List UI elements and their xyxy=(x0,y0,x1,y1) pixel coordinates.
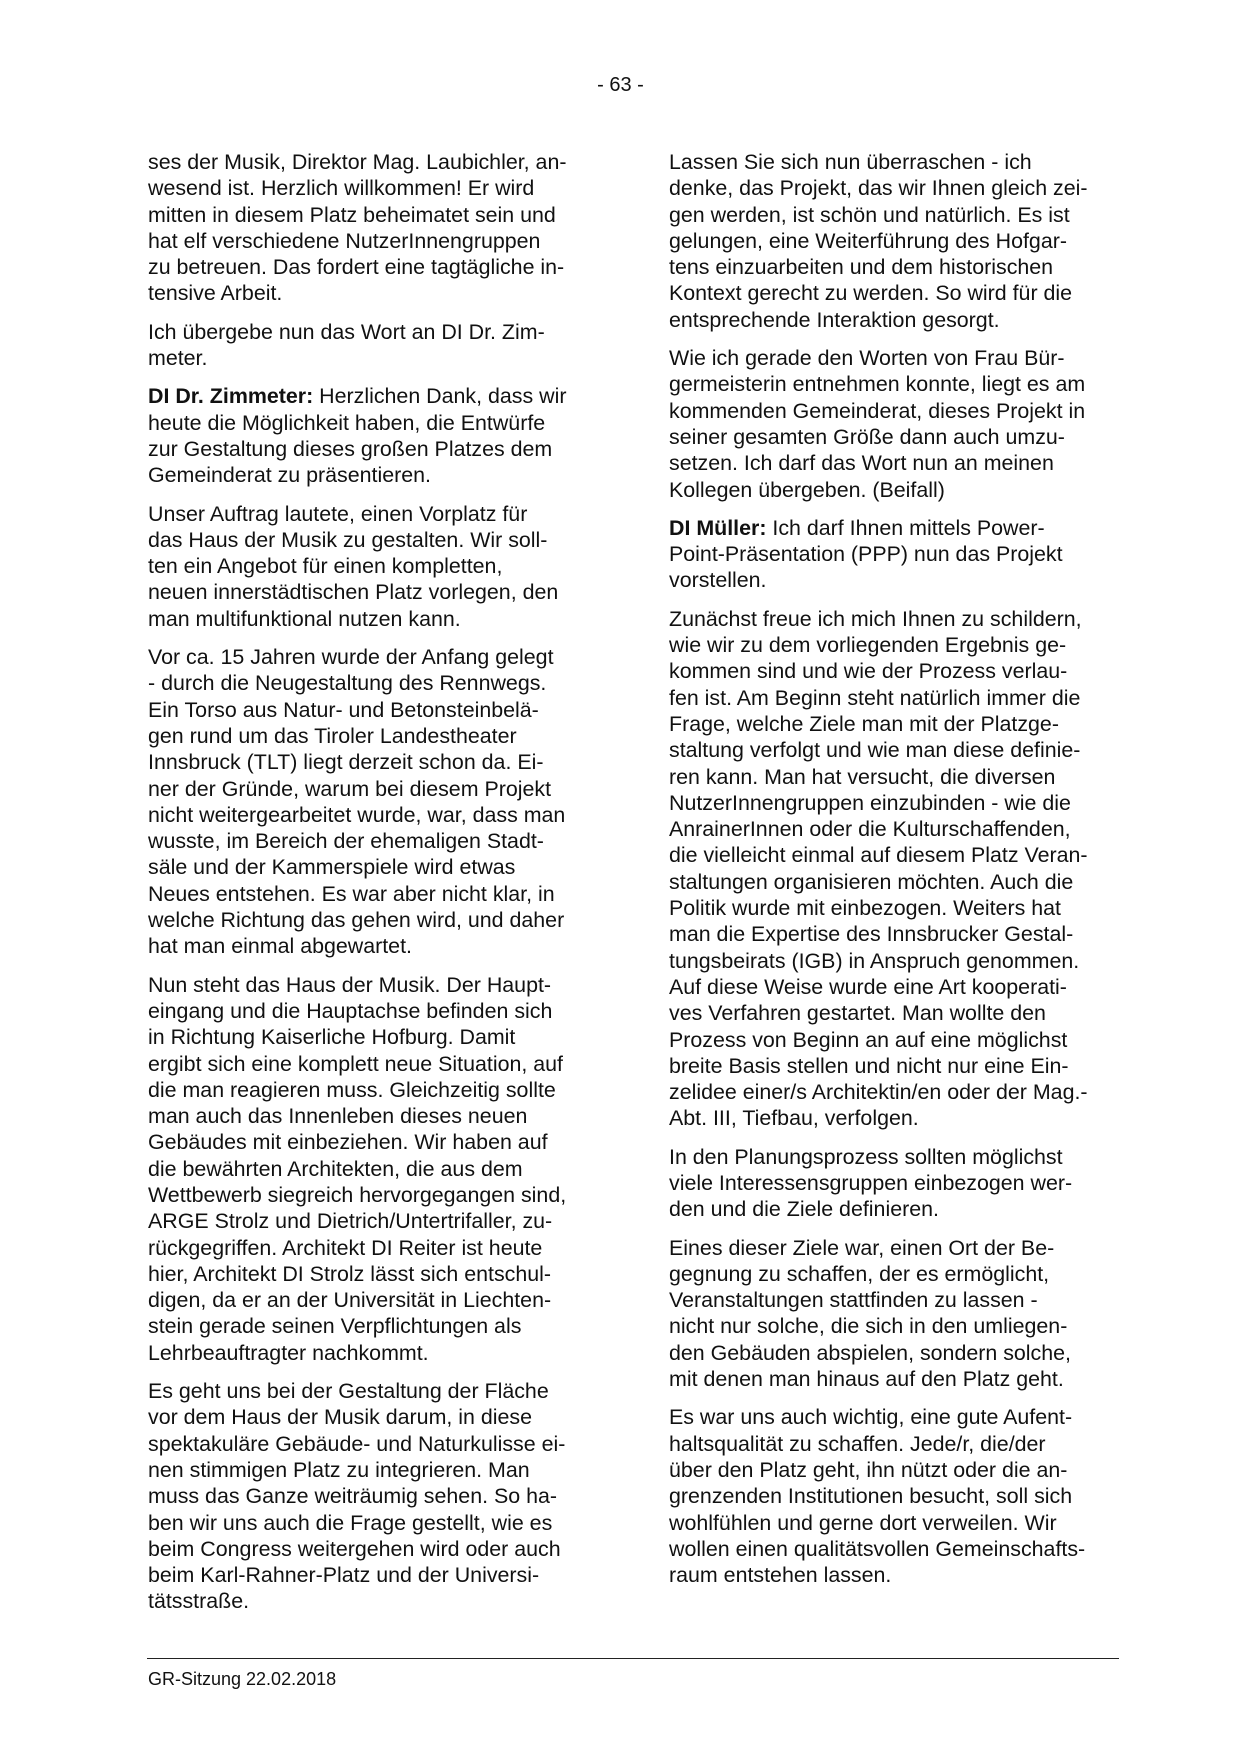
text-line: ren kann. Man hat versucht, die diversen xyxy=(669,764,1056,789)
speaker-name: DI Dr. Zimmeter: xyxy=(148,384,314,409)
text-line: ergibt sich eine komplett neue Situation, auf xyxy=(148,1051,563,1076)
text-line: stein gerade seinen Verpflichtungen als xyxy=(148,1314,522,1339)
text-line: den und die Ziele definieren. xyxy=(669,1197,939,1222)
text-line: tensive Arbeit. xyxy=(148,281,283,306)
text-line: Eines dieser Ziele war, einen Ort der Be- xyxy=(669,1235,1055,1260)
text-line: Unser Auftrag lautete, einen Vorplatz für xyxy=(148,501,528,526)
text-line: Politik wurde mit einbezogen. Weiters hat xyxy=(669,896,1061,921)
text-line: tätsstraße. xyxy=(148,1589,250,1614)
paragraph xyxy=(148,319,600,372)
text-line: wollen einen qualitätsvollen Gemeinschafts- xyxy=(669,1536,1086,1561)
text-line: Neues entstehen. Es war aber nicht klar, in xyxy=(148,881,555,906)
text-line: zu betreuen. Das fordert eine tagtägliche in- xyxy=(148,255,565,280)
paragraph xyxy=(148,501,600,632)
text-line: staltungen organisieren möchten. Auch die xyxy=(669,869,1074,894)
text-line: viele Interessensgruppen einbezogen wer- xyxy=(669,1170,1073,1195)
text-line: Auf diese Weise wurde eine Art kooperati- xyxy=(669,974,1067,999)
text-line: gegnung zu schaffen, der es ermöglicht, xyxy=(669,1261,1050,1286)
text-line: Zunächst freue ich mich Ihnen zu schildern, xyxy=(669,606,1082,631)
text-line: ves Verfahren gestartet. Man wollte den xyxy=(669,1001,1046,1026)
text-line: Es geht uns bei der Gestaltung der Fläche xyxy=(148,1379,549,1404)
text-line: wohlfühlen und gerne dort verweilen. Wir xyxy=(669,1510,1057,1535)
paragraph xyxy=(148,972,600,1366)
paragraph xyxy=(669,1235,1121,1393)
text-line: wie wir zu dem vorliegenden Ergebnis ge- xyxy=(669,633,1067,658)
text-line: setzen. Ich darf das Wort nun an meinen xyxy=(669,451,1054,476)
text-line: die man reagieren muss. Gleichzeitig sollte xyxy=(148,1077,556,1102)
paragraph xyxy=(669,1144,1121,1223)
text-line xyxy=(148,383,600,409)
text-line: zur Gestaltung dieses großen Platzes dem xyxy=(148,436,553,461)
paragraph xyxy=(148,644,600,960)
text-line: ses der Musik, Direktor Mag. Laubichler, an- xyxy=(148,150,567,174)
text-line: Ich übergebe nun das Wort an DI Dr. Zim- xyxy=(148,319,545,344)
text-line: kommenden Gemeinderat, dieses Projekt in xyxy=(669,398,1086,423)
text-line xyxy=(669,515,1121,541)
text-line: spektakuläre Gebäude- und Naturkulisse ei- xyxy=(148,1431,566,1456)
text-line: in Richtung Kaiserliche Hofburg. Damit xyxy=(148,1025,516,1050)
text-line: hat elf verschiedene NutzerInnengruppen xyxy=(148,228,541,253)
text-line: Lassen Sie sich nun überraschen - ich xyxy=(669,150,1032,174)
paragraph xyxy=(148,383,600,488)
speech-text: Ich darf Ihnen mittels Power- xyxy=(766,515,1045,540)
text-line: heute die Möglichkeit haben, die Entwürfe xyxy=(148,410,546,435)
text-line: kommen sind und wie der Prozess verlau- xyxy=(669,659,1068,684)
text-line: grenzenden Institutionen besucht, soll sich xyxy=(669,1484,1073,1509)
text-line: gen werden, ist schön und natürlich. Es ist xyxy=(669,202,1070,227)
text-line: eingang und die Hauptachse befinden sich xyxy=(148,998,553,1023)
text-line: Veranstaltungen stattfinden zu lassen - xyxy=(669,1288,1038,1313)
text-line: Gemeinderat zu präsentieren. xyxy=(148,463,431,488)
text-line: digen, da er an der Universität in Liechten- xyxy=(148,1288,552,1313)
text-line: wusste, im Bereich der ehemaligen Stadt- xyxy=(148,829,544,854)
text-line: tungsbeirats (IGB) in Anspruch genommen. xyxy=(669,948,1080,973)
text-line: man die Expertise des Innsbrucker Gestal- xyxy=(669,922,1074,947)
text-line: - durch die Neugestaltung des Rennwegs. xyxy=(148,671,547,696)
text-line: Kontext gerecht zu werden. So wird für die xyxy=(669,281,1073,306)
text-line: AnrainerInnen oder die Kulturschaffenden, xyxy=(669,817,1071,842)
speech-text: Herzlichen Dank, dass wir xyxy=(313,384,567,409)
text-line: muss das Ganze weiträumig sehen. So ha- xyxy=(148,1484,558,1509)
text-line: fen ist. Am Beginn steht natürlich immer die xyxy=(669,685,1081,710)
text-line: tens einzuarbeiten und dem historischen xyxy=(669,255,1054,280)
text-line: hier, Architekt DI Strolz lässt sich entschul- xyxy=(148,1261,552,1286)
text-line: seiner gesamten Größe dann auch umzu- xyxy=(669,424,1065,449)
text-line: wesend ist. Herzlich willkommen! Er wird xyxy=(148,176,535,201)
left-column xyxy=(148,149,600,1627)
text-line: ben wir uns auch die Frage gestellt, wie es xyxy=(148,1510,553,1535)
paragraph xyxy=(669,515,1121,594)
text-line: Wettbewerb siegreich hervorgegangen sind, xyxy=(148,1182,567,1207)
footer-divider xyxy=(147,1658,1119,1659)
text-line: entsprechende Interaktion gesorgt. xyxy=(669,307,1000,332)
text-line: Nun steht das Haus der Musik. Der Haupt- xyxy=(148,972,552,997)
text-line: das Haus der Musik zu gestalten. Wir soll- xyxy=(148,527,548,552)
text-line: man auch das Innenleben dieses neuen xyxy=(148,1104,528,1129)
text-line: man multifunktional nutzen kann. xyxy=(148,606,461,631)
text-line: Ein Torso aus Natur- und Betonsteinbelä- xyxy=(148,697,539,722)
text-line: haltsqualität zu schaffen. Jede/r, die/der xyxy=(669,1431,1046,1456)
text-line: nen stimmigen Platz zu integrieren. Man xyxy=(148,1457,530,1482)
text-line: die bewährten Architekten, die aus dem xyxy=(148,1156,523,1181)
text-line: gen rund um das Tiroler Landestheater xyxy=(148,723,517,748)
text-line: raum entstehen lassen. xyxy=(669,1563,892,1588)
text-line: Abt. III, Tiefbau, verfolgen. xyxy=(669,1106,919,1131)
text-line: ARGE Strolz und Dietrich/Untertrifaller, zu- xyxy=(148,1209,553,1234)
text-line: welche Richtung das gehen wird, und daher xyxy=(148,908,565,933)
text-line: die vielleicht einmal auf diesem Platz Veran- xyxy=(669,843,1088,868)
text-line: mitten in diesem Platz beheimatet sein und xyxy=(148,202,556,227)
speaker-name: DI Müller: xyxy=(669,515,767,540)
text-line: Frage, welche Ziele man mit der Platzge- xyxy=(669,711,1059,736)
text-line: säle und der Kammerspiele wird etwas xyxy=(148,855,516,880)
page-number: - 63 - xyxy=(597,74,644,96)
text-line: über den Platz geht, ihn nützt oder die an- xyxy=(669,1457,1068,1482)
text-line: beim Karl-Rahner-Platz und der Universi- xyxy=(148,1563,540,1588)
text-line: Es war uns auch wichtig, eine gute Aufent- xyxy=(669,1405,1073,1430)
paragraph xyxy=(669,606,1121,1132)
paragraph xyxy=(148,1378,600,1615)
text-line: beim Congress weitergehen wird oder auch xyxy=(148,1536,561,1561)
text-line: denke, das Projekt, das wir Ihnen gleich zei- xyxy=(669,176,1088,201)
text-line: vor dem Haus der Musik darum, in diese xyxy=(148,1405,532,1430)
paragraph xyxy=(669,1404,1121,1588)
text-line: Prozess von Beginn an auf eine möglichst xyxy=(669,1027,1068,1052)
paragraph xyxy=(148,149,600,307)
text-line: Gebäudes mit einbeziehen. Wir haben auf xyxy=(148,1130,548,1155)
text-line: NutzerInnengruppen einzubinden - wie die xyxy=(669,790,1071,815)
text-line: rückgegriffen. Architekt DI Reiter ist heute xyxy=(148,1235,543,1260)
text-line: staltung verfolgt und wie man diese definie- xyxy=(669,738,1081,763)
right-column xyxy=(669,149,1121,1600)
text-line: Wie ich gerade den Worten von Frau Bür- xyxy=(669,346,1065,371)
text-line: zelidee einer/s Architektin/en oder der Mag.- xyxy=(669,1080,1088,1105)
text-line: mit denen man hinaus auf den Platz geht. xyxy=(669,1367,1064,1392)
text-line: nicht nur solche, die sich in den umliegen- xyxy=(669,1314,1068,1339)
text-line: den Gebäuden abspielen, sondern solche, xyxy=(669,1340,1071,1365)
text-line: Point-Präsentation (PPP) nun das Projekt xyxy=(669,542,1063,567)
text-line: Innsbruck (TLT) liegt derzeit schon da. Ei- xyxy=(148,750,544,775)
text-line: neuen innerstädtischen Platz vorlegen, den xyxy=(148,580,559,605)
paragraph xyxy=(669,149,1121,333)
text-line: meter. xyxy=(148,346,208,371)
footer-session-date: GR-Sitzung 22.02.2018 xyxy=(148,1669,337,1689)
text-line: Lehrbeauftragter nachkommt. xyxy=(148,1340,429,1365)
text-line: breite Basis stellen und nicht nur eine Ein- xyxy=(669,1053,1069,1078)
text-line: vorstellen. xyxy=(669,568,767,593)
text-line: Kollegen übergeben. (Beifall) xyxy=(669,477,945,502)
text-line: Vor ca. 15 Jahren wurde der Anfang gelegt xyxy=(148,645,554,670)
text-line: gelungen, eine Weiterführung des Hofgar- xyxy=(669,228,1067,253)
text-line: hat man einmal abgewartet. xyxy=(148,934,412,959)
text-line: ner der Gründe, warum bei diesem Projekt xyxy=(148,776,552,801)
paragraph xyxy=(669,345,1121,503)
text-line: In den Planungsprozess sollten möglichst xyxy=(669,1144,1063,1169)
text-line: nicht weitergearbeitet wurde, war, dass man xyxy=(148,802,566,827)
text-line: germeisterin entnehmen konnte, liegt es am xyxy=(669,372,1086,397)
text-line: ten ein Angebot für einen kompletten, xyxy=(148,554,503,579)
